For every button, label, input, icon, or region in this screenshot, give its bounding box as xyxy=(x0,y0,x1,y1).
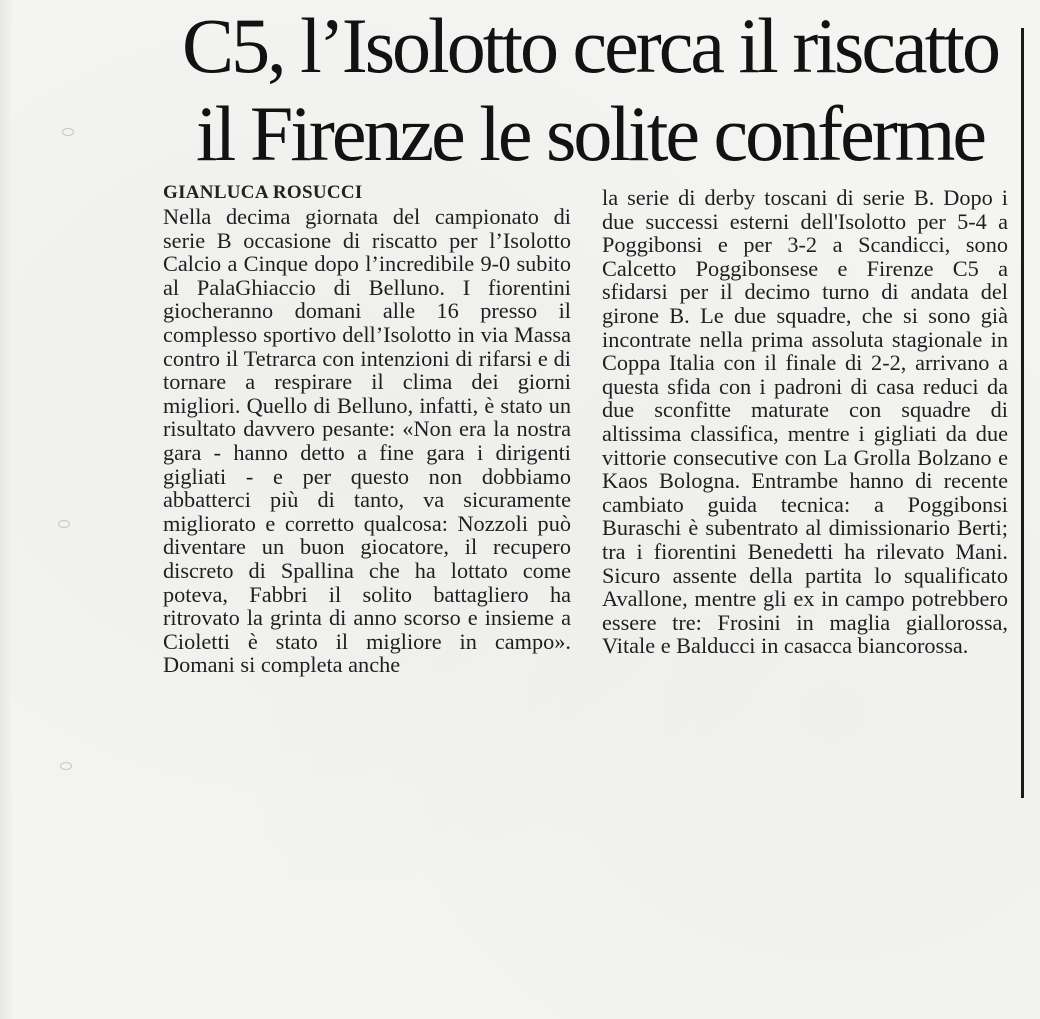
paper-speck xyxy=(62,128,74,136)
article-body-right: la serie di derby toscani di serie B. Dopo i due successi esterni dell'Isolotto per 5-4 a Poggibonsi e per 3-2 a Scandicci, sono Calcetto Poggibonsese e Firenze C5 a sfidarsi per il decimo turno di andata del girone B. Le due squadre, che si sono già incontrate nella prima assoluta stagionale in Coppa Italia con il finale di 2-2, arrivano a questa sfida con i padroni di casa reduci da due sconfitte maturate con squadre di altissima classifica, mentre i gigliati da due vittorie consecutive con La Grolla Bolzano e Kaos Bologna. Entrambe hanno di recente cambiato guida tecnica: a Poggibonsi Buraschi è subentrato al dimissionario Berti; tra i fiorentini Benedetti ha rilevato Mani. Sicuro assente della partita lo squalificato Avallone, mentre gli ex in campo potrebbero essere tre: Frosini in maglia giallorossa, Vitale e Balducci in casacca biancorossa. xyxy=(602,185,1008,659)
headline-line-1: C5, l’Isolotto cerca il riscatto xyxy=(182,2,998,89)
article-column-right xyxy=(602,186,1008,658)
article-column-left xyxy=(163,181,571,677)
article-body-left: Nella decima giornata del campionato di serie B occasione di riscatto per l’Isolotto Calcio a Cinque dopo l’incredibile 9-0 subito al PalaGhiaccio di Belluno. I fiorentini giocheranno domani alle 16 presso il complesso sportivo dell’Isolotto in via Massa contro il Tetrarca con intenzioni di rifarsi e di tornare a respirare il clima dei giorni migliori. Quello di Belluno, infatti, è stato un risultato davvero pesante: «Non era la nostra gara - hanno detto a fine gara i dirigenti gigliati - e per questo non dobbiamo abbatterci più di tanto, va sicuramente migliorato e corretto qualcosa: Nozzoli può diventare un buon giocatore, il recupero discreto di Spallina che ha lottato come poteva, Fabbri il solito battagliero ha ritrovato la grinta di anno scorso e insieme a Cioletti è stato il migliore in campo». Domani si completa anche xyxy=(163,204,571,678)
headline xyxy=(150,2,1030,178)
paper-speck xyxy=(60,762,72,770)
byline: GIANLUCA ROSUCCI xyxy=(163,182,363,203)
headline-line-2: il Firenze le solite conferme xyxy=(196,90,984,177)
paper-speck xyxy=(58,520,70,528)
column-rule xyxy=(1021,28,1024,798)
paper-edge xyxy=(0,0,14,1019)
